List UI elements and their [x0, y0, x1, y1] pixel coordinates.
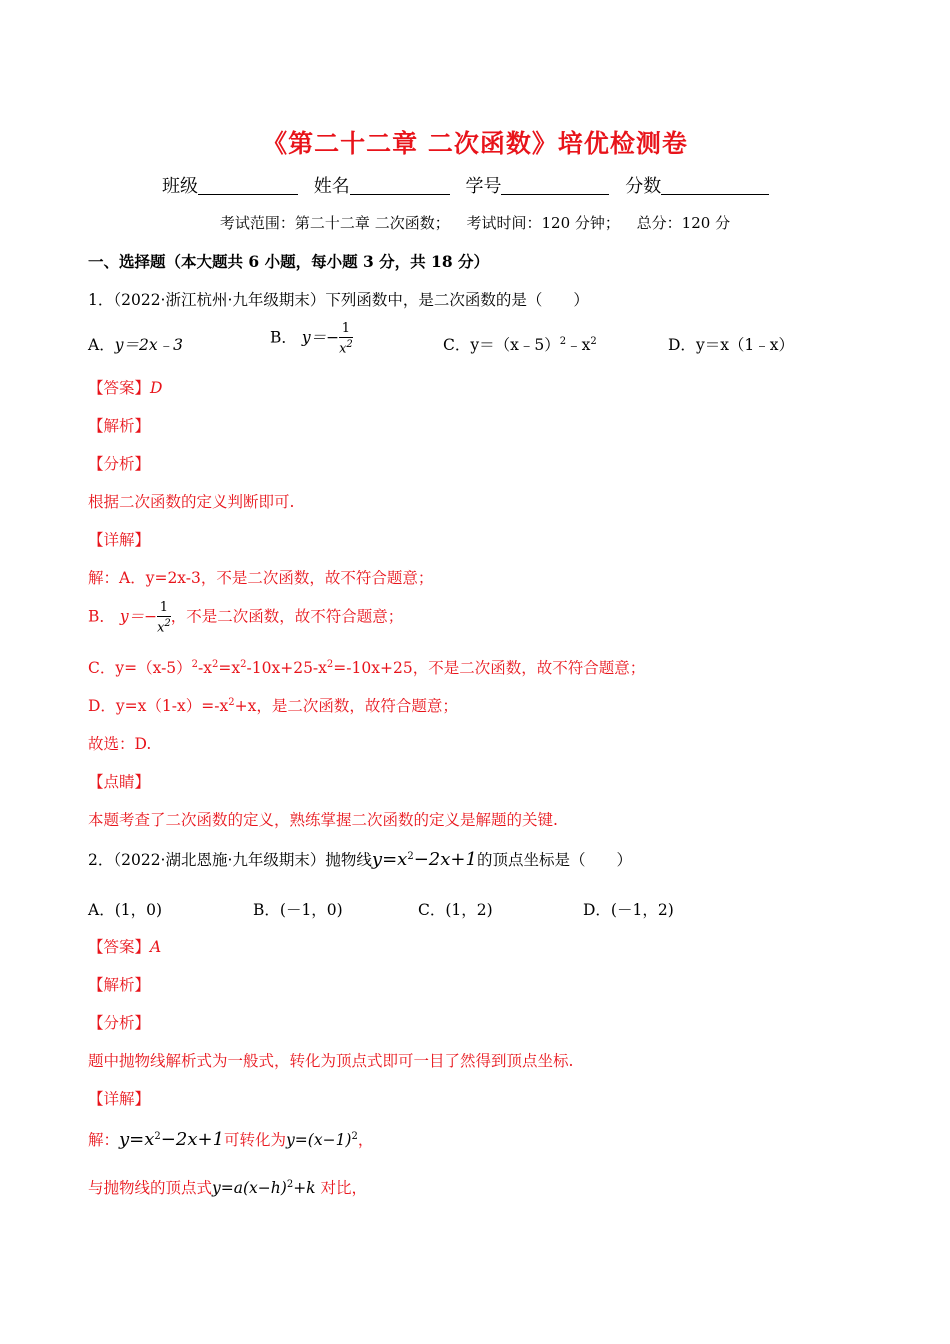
q2-option-d: D．(－1，2) — [583, 901, 674, 919]
q1-solution-b-fraction — [157, 601, 171, 634]
q1-solution-d-part2: +x，是二次函数，故符合题意； — [234, 697, 458, 715]
q1-dianjing-tag: 【点睛】 — [88, 773, 151, 791]
id-blank — [501, 176, 609, 195]
q1-fenxi-text: 根据二次函数的定义判断即可. — [88, 493, 295, 511]
q2-solution-line2 — [88, 1176, 367, 1198]
q1-solution-b-den-exp: 2 — [164, 618, 171, 629]
q2-solution-line1-suffix: ， — [357, 1131, 374, 1149]
name-label: 姓名 — [313, 176, 350, 197]
q1-option-b-num: 1 — [339, 322, 353, 338]
q1-solution-b-label: B． — [88, 607, 115, 626]
q2-stem-eq-part2: −2x+1 — [413, 849, 477, 870]
q1-solution-c-part1: C．y=（x-5） — [88, 659, 192, 677]
q1-option-d — [668, 333, 794, 355]
section-heading: 一、选择题（本大题共 6 小题，每小题 3 分，共 18 分） — [88, 252, 490, 271]
q2-solution-vertex-form: y=a(x−h) — [212, 1179, 287, 1197]
q1-answer-value: D — [150, 379, 163, 397]
q1-solution-a: 解：A．y=2x-3，不是二次函数，故不符合题意； — [88, 569, 434, 587]
q1-option-b — [270, 322, 353, 355]
q2-stem — [88, 848, 632, 870]
q1-option-b-prefix: y＝− — [301, 328, 340, 347]
q2-solution-vertex-form-k: +k — [293, 1179, 316, 1197]
q1-option-b-label: B． — [270, 328, 297, 347]
q2-option-a: A．(1，0) — [88, 901, 163, 919]
exam-scope: 考试范围：第二十二章 二次函数； — [219, 214, 450, 232]
q1-solution-c-part2: -x — [198, 659, 213, 677]
q1-choice: 故选：D. — [88, 735, 152, 753]
q1-option-c — [443, 333, 597, 355]
q2-solution-line1 — [88, 1128, 373, 1150]
class-label: 班级 — [162, 176, 198, 197]
q1-option-c-exp1: 2 — [559, 335, 567, 347]
q1-dianjing-text: 本题考查了二次函数的定义，熟练掌握二次函数的定义是解题的关键. — [88, 811, 558, 829]
q2-stem-part2: 的顶点坐标是（ ） — [476, 851, 632, 869]
q2-option-c: C．(1，2) — [418, 901, 493, 919]
name-blank — [350, 176, 450, 195]
q1-option-c-part2: ﹣x — [566, 336, 591, 354]
student-info-line — [162, 172, 802, 198]
q2-fenxi-text: 题中抛物线解析式为一般式，转化为顶点式即可一目了然得到顶点坐标. — [88, 1052, 574, 1070]
exam-total: 总分：120 分 — [636, 214, 731, 232]
q2-solution-line2-suffix: 对比， — [315, 1179, 368, 1197]
q2-stem-part1: 2．（2022·湖北恩施·九年级期末）抛物线 — [88, 851, 372, 869]
q1-option-d-label: D． — [668, 336, 696, 354]
q1-solution-d-part1: D．y=x（1-x）=-x — [88, 697, 229, 715]
q1-solution-c-exp1: 2 — [191, 658, 199, 670]
q1-solution-b-text: ，不是二次函数，故不符合题意； — [170, 607, 404, 626]
score-label: 分数 — [625, 176, 662, 197]
q2-detail-tag: 【详解】 — [88, 1090, 151, 1108]
q1-solution-b-prefix: y＝− — [119, 607, 158, 626]
q1-option-a-label: A． — [88, 336, 115, 354]
q2-solution-eq2: y=(x−1) — [286, 1131, 352, 1149]
id-label: 学号 — [465, 176, 502, 197]
q2-stem-eq-exp: 2 — [407, 850, 414, 862]
q1-option-b-fraction — [339, 322, 353, 355]
q2-solution-eq1-part2: −2x+1 — [160, 1129, 225, 1150]
q1-solution-c-part5: =-10x+25，不是二次函数，故不符合题意； — [333, 659, 646, 677]
q1-solution-c-part4: -10x+25-x — [246, 659, 327, 677]
q2-analysis-tag: 【解析】 — [88, 976, 151, 994]
q1-option-b-den-exp: 2 — [346, 339, 353, 350]
q1-fenxi-tag: 【分析】 — [88, 455, 151, 473]
q1-solution-c — [88, 656, 645, 678]
q2-solution-line1-mid: 可转化为 — [224, 1131, 287, 1149]
q1-solution-c-part3: =x — [218, 659, 241, 677]
q2-solution-line2-prefix: 与抛物线的顶点式 — [88, 1179, 213, 1197]
q1-option-d-text: y＝x（1﹣x） — [695, 336, 795, 354]
q1-solution-b — [88, 601, 403, 634]
q1-solution-b-num: 1 — [157, 601, 171, 617]
q2-answer-value: A — [150, 938, 162, 956]
q1-solution-c-exp3: 2 — [240, 658, 247, 670]
q1-option-a — [88, 333, 183, 355]
score-blank — [661, 176, 769, 195]
q1-solution-c-exp2: 2 — [212, 658, 219, 670]
class-blank — [198, 176, 298, 195]
q2-stem-eq-part1: y=x — [371, 849, 408, 870]
q1-answer-tag: 【答案】 — [88, 379, 151, 397]
exam-scope-line — [0, 212, 950, 233]
q2-option-b: B．(－1，0) — [253, 901, 343, 919]
q1-option-b-den: x — [339, 341, 347, 357]
q2-answer — [88, 935, 161, 957]
q2-answer-tag: 【答案】 — [88, 938, 151, 956]
q1-option-c-part1: y＝（x﹣5） — [470, 336, 560, 354]
q2-solution-eq1-part1: y=x — [119, 1129, 155, 1150]
q2-solution-eq1-exp: 2 — [154, 1130, 161, 1142]
q1-analysis-tag: 【解析】 — [88, 417, 151, 435]
exam-time: 考试时间：120 分钟； — [466, 214, 620, 232]
q1-solution-c-exp4: 2 — [326, 658, 334, 670]
page-title: 《第二十二章 二次函数》培优检测卷 — [262, 129, 688, 158]
q1-stem: 1．（2022·浙江杭州·九年级期末）下列函数中，是二次函数的是（ ） — [88, 291, 589, 309]
q1-solution-b-den: x — [157, 620, 165, 636]
q1-option-c-label: C． — [443, 336, 471, 354]
q1-answer — [88, 376, 162, 398]
q1-solution-d-exp: 2 — [228, 696, 235, 708]
q1-option-c-exp2: 2 — [590, 335, 597, 347]
q2-solution-line1-prefix: 解： — [88, 1131, 120, 1149]
q2-solution-eq2-exp: 2 — [351, 1130, 358, 1142]
q1-solution-d — [88, 694, 458, 716]
q2-solution-vertex-form-exp: 2 — [286, 1178, 294, 1190]
q2-fenxi-tag: 【分析】 — [88, 1014, 151, 1032]
q1-option-a-text: y＝2x﹣3 — [114, 336, 183, 354]
q1-detail-tag: 【详解】 — [88, 531, 151, 549]
